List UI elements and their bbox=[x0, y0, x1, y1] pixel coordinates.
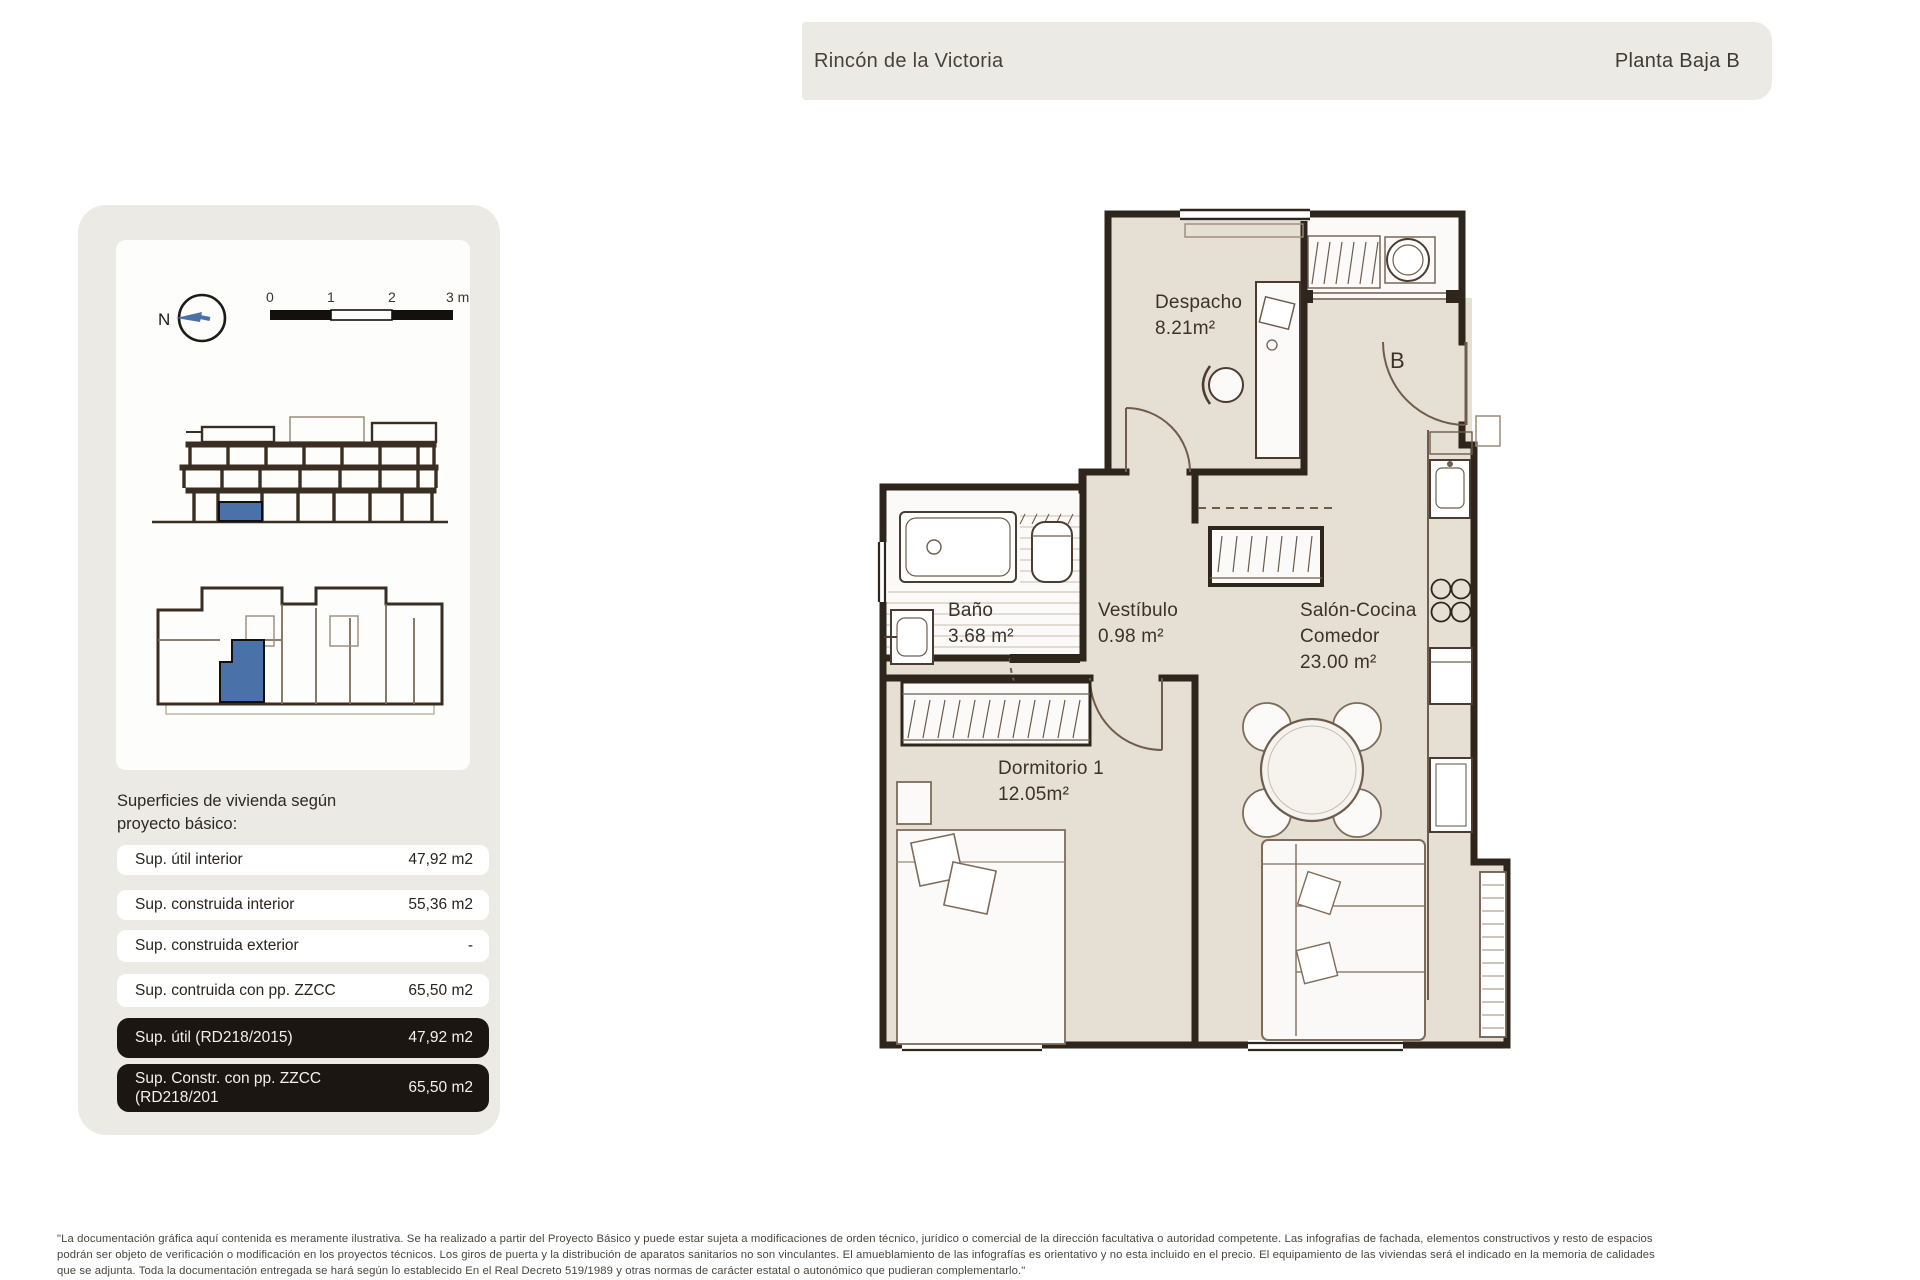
svg-text:2: 2 bbox=[388, 289, 396, 305]
room-label-bano: Baño 3.68 m² bbox=[948, 600, 1014, 647]
nightstand bbox=[897, 782, 931, 824]
building-elevation-drawing bbox=[150, 405, 450, 530]
table-row: Sup. construida interior 55,36 m2 bbox=[117, 890, 489, 920]
dining-table-icon bbox=[1243, 703, 1381, 837]
header-bar bbox=[802, 22, 1772, 100]
hall-closet bbox=[1210, 528, 1322, 585]
scale-bar bbox=[266, 289, 469, 320]
table-row: Sup. útil interior 47,92 m2 bbox=[117, 845, 489, 875]
disclaimer-line: "La documentación gráfica aquí contenida es meramente ilustrativa. Se ha realizado a partir del Proyecto Básico y puede estar sujeta a modificaciones de orden técnico, jurídico o comercial de la dirección facultativa o autoridad competente. Las infografías de fachada, elementos constructivos y resto de espacios bbox=[57, 1233, 1653, 1245]
desk bbox=[1256, 282, 1300, 458]
key-plan-drawing bbox=[150, 578, 450, 718]
highlighted-unit-elevation bbox=[219, 502, 262, 521]
entry-landing bbox=[1476, 416, 1500, 446]
svg-text:1: 1 bbox=[327, 289, 335, 305]
svg-text:3 m: 3 m bbox=[446, 289, 470, 305]
highlighted-unit-keyplan bbox=[220, 640, 264, 702]
bath-door-leaf bbox=[1010, 654, 1080, 663]
table-row-dark: Sup. útil (RD218/2015) 47,92 m2 bbox=[117, 1018, 489, 1058]
svg-text:0: 0 bbox=[266, 289, 274, 305]
wardrobe bbox=[902, 682, 1090, 745]
room-label-vestibulo: Vestíbulo 0.98 m² bbox=[1098, 600, 1178, 647]
north-label: N bbox=[158, 310, 171, 329]
bed-icon bbox=[897, 830, 1065, 1044]
plan-title: Planta Baja B bbox=[1614, 49, 1740, 72]
sofa-icon bbox=[1262, 840, 1425, 1040]
table-title: Superficies de vivienda según proyecto básico: bbox=[117, 792, 337, 833]
table-row: Sup. construida exterior - bbox=[117, 930, 489, 962]
project-title: Rincón de la Victoria bbox=[814, 49, 1004, 72]
room-label-despacho: Despacho 8.21m² bbox=[1155, 292, 1243, 339]
compass-and-scale bbox=[140, 288, 480, 350]
room-label-salon: Salón-Cocina Comedor 23.00 m² bbox=[1300, 600, 1417, 673]
table-row-dark: Sup. Constr. con pp. ZZCC (RD218/201 65,50 m2 bbox=[117, 1064, 489, 1112]
unit-letter-label: B bbox=[1390, 348, 1405, 373]
bathtub-icon bbox=[900, 512, 1016, 582]
room-label-dormitorio: Dormitorio 1 12.05m² bbox=[998, 758, 1104, 805]
north-compass-icon bbox=[176, 295, 225, 341]
table-row: Sup. contruida con pp. ZZCC 65,50 m2 bbox=[117, 974, 489, 1007]
disclaimer-line: podrán ser objeto de verificación o modificación en los proyectos técnicos. Los giros de puerta y la distribución de aparatos sanitarios no son vinculantes. El amueblamiento de las infografías es orientativo y no esta incluido en el precio. El equipamiento de las viviendas será el indicado en la memoria de calidades bbox=[57, 1249, 1655, 1261]
tv-unit bbox=[1480, 872, 1506, 1037]
sink-icon bbox=[884, 610, 933, 664]
disclaimer-line: que se adjunta. Toda la documentación entregada se hará según lo establecido En el Real Decreto 519/1989 y otras normas de carácter estatal o autonómico que pudieran complementarlo." bbox=[57, 1265, 1026, 1277]
